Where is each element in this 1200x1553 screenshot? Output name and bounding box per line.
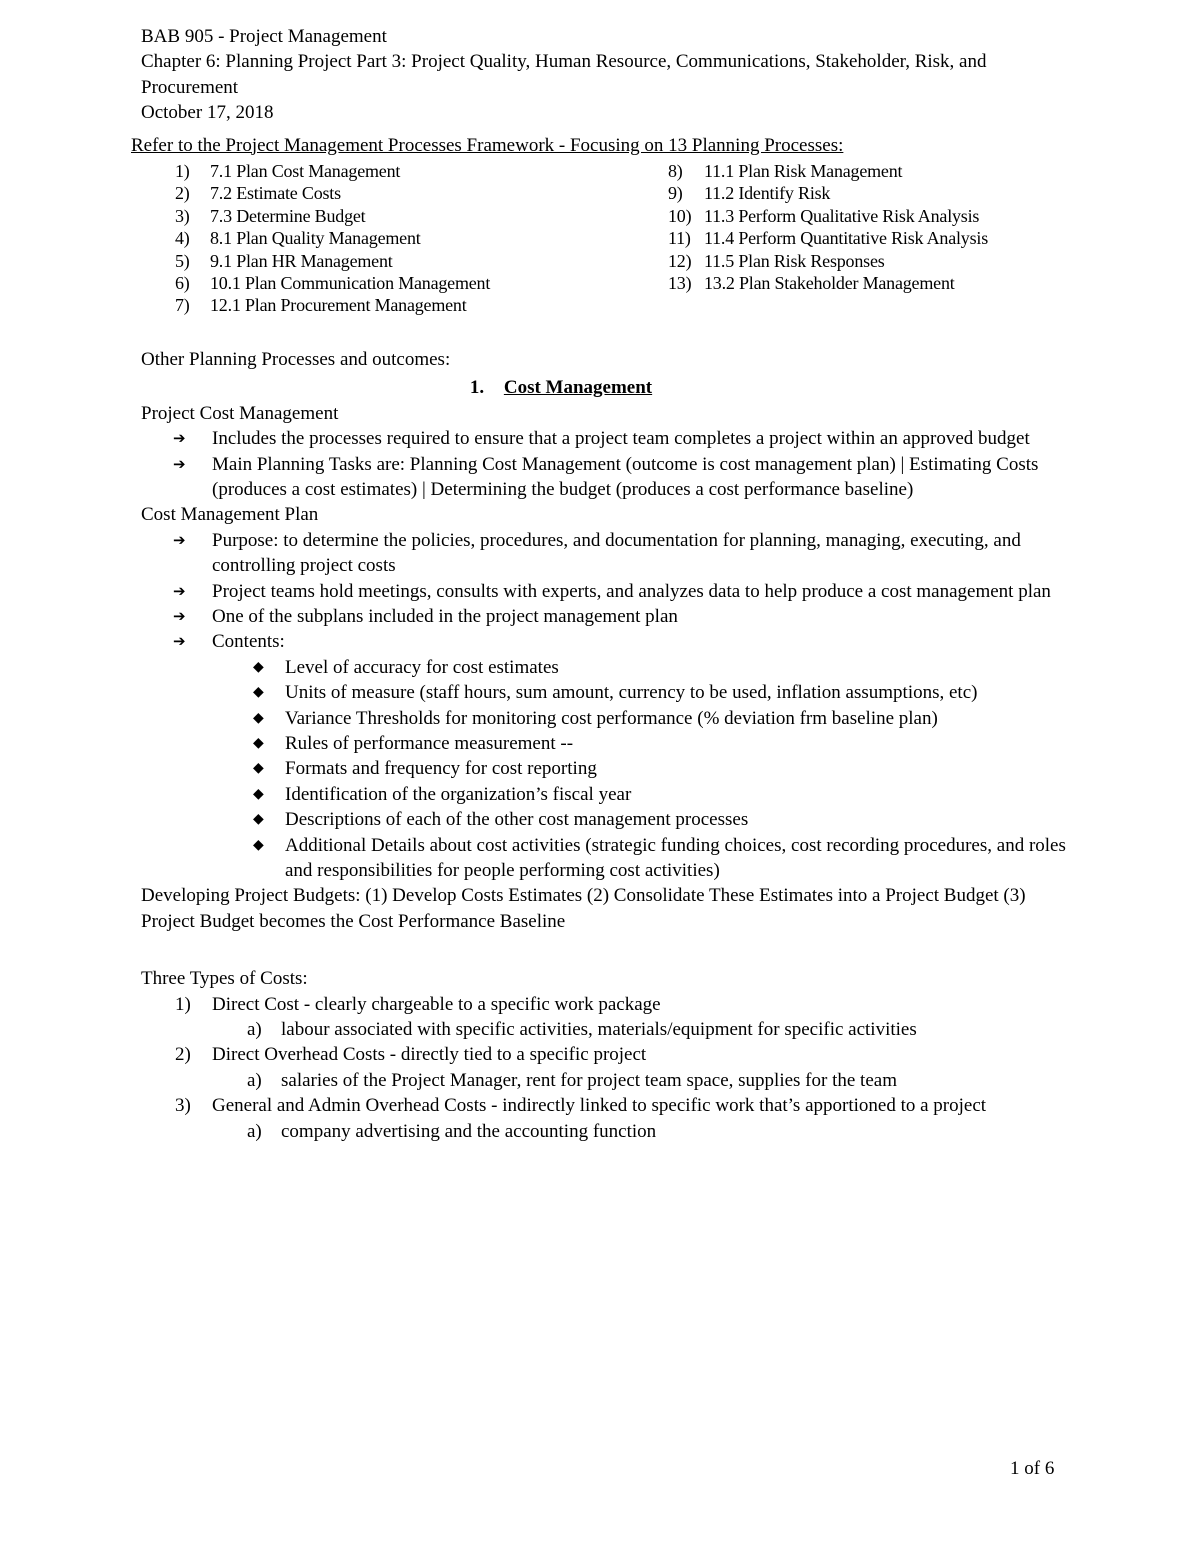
document-page	[131, 24, 1071, 1144]
arrow-bullet-icon: ➔	[173, 632, 186, 651]
project-cost-management-heading: Project Cost Management	[141, 402, 339, 424]
list-item: ◆ Variance Thresholds for monitoring cost performance (% deviation frm baseline plan)	[251, 706, 1071, 731]
other-processes-heading: Other Planning Processes and outcomes:	[141, 348, 451, 370]
list-item: 2) Direct Overhead Costs - directly tied to a specific project	[175, 1044, 647, 1066]
processes-right-column	[636, 160, 1066, 317]
list-item: 3) General and Admin Overhead Costs - indirectly linked to specific work that’s apportioned to a project	[175, 1095, 987, 1117]
course-title: BAB 905 - Project Management	[141, 26, 387, 47]
diamond-bullet-icon: ◆	[253, 760, 264, 777]
list-item: ◆ Formats and frequency for cost reporting	[251, 756, 1071, 781]
process-item: 1) 7.1 Plan Cost Management	[175, 161, 401, 182]
process-item: 12) 11.5 Plan Risk Responses	[668, 250, 885, 271]
list-item: ◆ Level of accuracy for cost estimates	[251, 655, 1071, 680]
arrow-bullet-icon: ➔	[173, 581, 186, 600]
list-item: ➔ One of the subplans included in the project management plan	[173, 604, 1071, 629]
list-item: 1) Direct Cost - clearly chargeable to a specific work package	[175, 993, 661, 1015]
process-item: 5) 9.1 Plan HR Management	[175, 250, 393, 271]
processes-left-column	[141, 160, 636, 317]
list-item: ➔ Main Planning Tasks are: Planning Cost Management (outcome is cost management plan) | Estimating Costs (produces a cost estimates) | Determining the budget (produces a cost performance baseline)	[173, 452, 1071, 503]
list-item: ➔ Contents:	[173, 629, 1071, 654]
cost-management-plan-heading: Cost Management Plan	[141, 504, 319, 526]
diamond-bullet-icon: ◆	[253, 734, 264, 751]
diamond-bullet-icon: ◆	[253, 684, 264, 701]
planning-processes-list	[141, 160, 1071, 317]
diamond-bullet-icon: ◆	[253, 709, 264, 726]
arrow-bullet-icon: ➔	[173, 606, 186, 625]
list-item: ◆ Units of measure (staff hours, sum amount, currency to be used, inflation assumptions, etc)	[251, 680, 1071, 705]
process-item: 7) 12.1 Plan Procurement Management	[175, 295, 467, 316]
process-item: 8) 11.1 Plan Risk Management	[668, 161, 903, 182]
list-item: a) company advertising and the accounting function	[247, 1120, 657, 1142]
process-item: 4) 8.1 Plan Quality Management	[175, 228, 421, 249]
process-item: 13) 13.2 Plan Stakeholder Management	[668, 273, 955, 294]
chapter-title: Chapter 6: Planning Project Part 3: Project Quality, Human Resource, Communications, Stakeholder, Risk, and Procurement	[141, 51, 987, 98]
section-number: 1.	[469, 377, 485, 399]
process-item: 6) 10.1 Plan Communication Management	[175, 273, 491, 294]
list-item: ➔ Project teams hold meetings, consults with experts, and analyzes data to help produce a cost management plan	[173, 579, 1071, 604]
arrow-bullet-icon: ➔	[173, 530, 186, 549]
framework-heading: Refer to the Project Management Processes Framework - Focusing on 13 Planning Processes:	[131, 134, 844, 156]
process-item: 10) 11.3 Perform Qualitative Risk Analysis	[668, 205, 980, 226]
list-item: ◆ Additional Details about cost activities (strategic funding choices, cost recording procedures, and roles and responsibilities for people performing cost activities)	[251, 833, 1071, 884]
developing-budgets-paragraph: Developing Project Budgets: (1) Develop Costs Estimates (2) Consolidate These Estimates into a Project Budget (3) Project Budget becomes the Cost Performance Baseline	[141, 885, 1026, 932]
process-item: 2) 7.2 Estimate Costs	[175, 183, 341, 204]
cost-types-heading: Three Types of Costs:	[141, 968, 308, 990]
arrow-bullet-icon: ➔	[173, 429, 186, 448]
process-item: 11) 11.4 Perform Quantitative Risk Analysis	[668, 228, 989, 249]
list-item: ◆ Rules of performance measurement --	[251, 731, 1071, 756]
diamond-bullet-icon: ◆	[253, 811, 264, 828]
document-date: October 17, 2018	[141, 102, 274, 124]
section-title: Cost Management	[503, 377, 653, 399]
page-number: 1 of 6	[1010, 1458, 1055, 1479]
diamond-bullet-icon: ◆	[253, 836, 264, 853]
diamond-bullet-icon: ◆	[253, 785, 264, 802]
list-item: ➔ Includes the processes required to ensure that a project team completes a project within an approved budget	[173, 426, 1071, 451]
process-item: 9) 11.2 Identify Risk	[668, 183, 831, 204]
list-item: ➔ Purpose: to determine the policies, procedures, and documentation for planning, managing, executing, and controlling project costs	[173, 528, 1071, 579]
list-item: a) salaries of the Project Manager, rent for project team space, supplies for the team	[247, 1069, 897, 1091]
section-heading	[51, 375, 1071, 400]
list-item: ◆ Descriptions of each of the other cost management processes	[251, 807, 1071, 832]
list-item: a) labour associated with specific activities, materials/equipment for specific activities	[247, 1019, 917, 1041]
diamond-bullet-icon: ◆	[253, 658, 264, 675]
arrow-bullet-icon: ➔	[173, 454, 186, 473]
list-item: ◆ Identification of the organization’s fiscal year	[251, 782, 1071, 807]
process-item: 3) 7.3 Determine Budget	[175, 205, 366, 226]
